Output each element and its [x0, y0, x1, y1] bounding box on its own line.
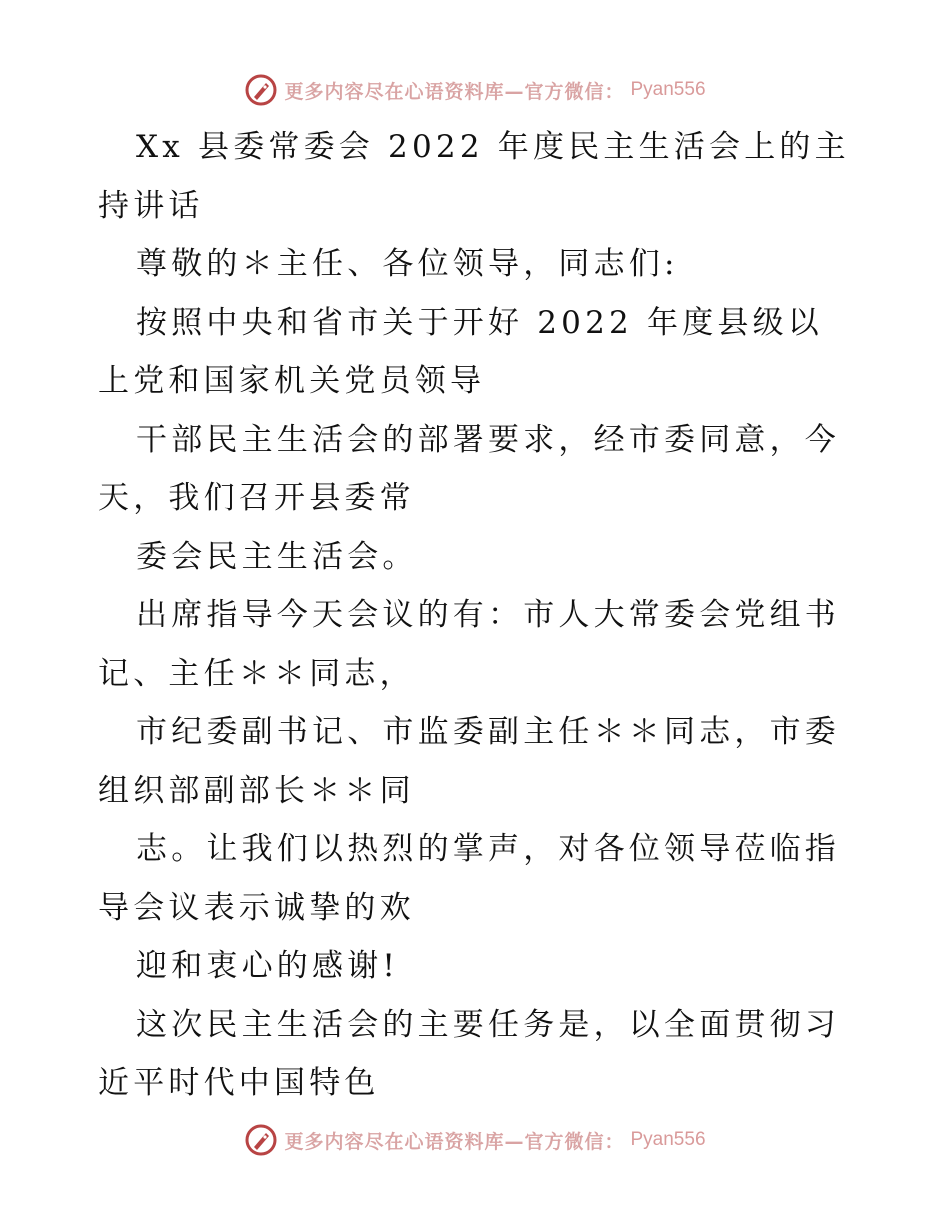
paragraph: 干部民主生活会的部署要求，经市委同意，今天，我们召开县委常 [98, 421, 840, 516]
paragraph: 这次民主生活会的主要任务是，以全面贯彻习近平时代中国特色 [98, 1006, 840, 1101]
watermark-text: 更多内容尽在心语资料库—官方微信： [284, 1130, 625, 1153]
watermark-wechat-id: Pyan556 [630, 79, 706, 100]
pen-nib-logo-icon [244, 1123, 278, 1157]
pen-nib-logo-icon [244, 73, 278, 107]
watermark-wechat-id: Pyan556 [630, 1129, 706, 1150]
watermark-header [0, 70, 950, 110]
watermark-footer [0, 1120, 950, 1160]
document-body [98, 118, 858, 1113]
paragraph: 市纪委副书记、市监委副主任＊＊同志，市委组织部副部长＊＊同 [98, 714, 840, 809]
paragraph: 出席指导今天会议的有：市人大常委会党组书记、主任＊＊同志， [98, 597, 840, 692]
paragraph: 委会民主生活会。 [136, 538, 418, 575]
paragraph: 迎和衷心的感谢! [136, 948, 400, 984]
paragraph: 按照中央和省市关于开好 2022 年度县级以上党和国家机关党员领导 [98, 304, 823, 399]
paragraph: 志。让我们以热烈的掌声，对各位领导莅临指导会议表示诚挚的欢 [98, 831, 840, 926]
paragraph-title: Xx 县委常委会 2022 年度民主生活会上的主持讲话 [98, 129, 850, 224]
paragraph-salutation: 尊敬的＊主任、各位领导，同志们: [136, 246, 679, 282]
watermark-text: 更多内容尽在心语资料库—官方微信： [284, 80, 625, 103]
